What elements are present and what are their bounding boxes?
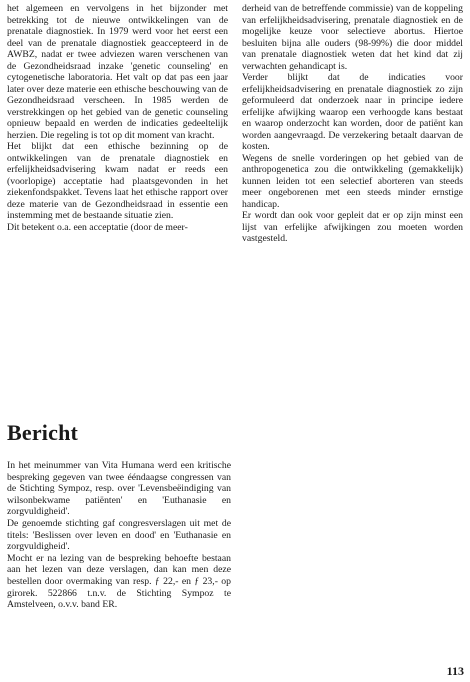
- right-text-column: [242, 3, 463, 245]
- section-heading: Bericht: [7, 420, 79, 445]
- paragraph: derheid van de betreffende commissie) van de koppeling van erfelijkheidsadvisering, prenatale diagnostiek en de mogelijke keuze voor selectieve abortus. Hiertoe besluiten bijna alle ouders (98-99%) die door middel van prenatale diagnostiek weten dat het kind dat zij verwachten gehandicapt is.: [242, 3, 463, 72]
- paragraph: De genoemde stichting gaf congresverslagen uit met de titels: 'Beslissen over leven en dood' en 'Euthanasie en zorgvuldigheid'.: [7, 517, 231, 553]
- paragraph: Verder blijkt dat de indicaties voor erfelijkheidsadvisering en prenatale diagnostiek zo zijn geformuleerd dat onderzoek naar in principe iedere erfelijke afwijking waarop een verhoogde kans bestaat en waarop onderzocht kan worden, door de patiënt kan worden aangevraagd. De verzekering betaalt daarvan de kosten.: [242, 72, 463, 152]
- paragraph: Wegens de snelle vorderingen op het gebied van de anthropogenetica zou die ontwikkeling (gemakkelijk) kunnen leiden tot een selectief aborteren van steeds meer ongeborenen met een steeds minder ernstige handicap.: [242, 152, 463, 210]
- page-number: 113: [446, 664, 464, 678]
- paragraph: Dit betekent o.a. een acceptatie (door de meer-: [7, 221, 188, 233]
- paragraph: Mocht er na lezing van de bespreking behoefte bestaan aan het lezen van deze verslagen, dan kan men deze bestellen door overmaking van resp. ƒ 22,- en ƒ 23,- op girorek. 522866 t.n.v. de Stichting Sympoz te Amstelveen, o.v.v. band ER.: [7, 552, 231, 611]
- bericht-section: [7, 460, 231, 611]
- paragraph: Er wordt dan ook voor gepleit dat er op zijn minst een lijst van erfelijke afwijkingen zou moeten worden vastgesteld.: [242, 210, 463, 244]
- paragraph: In het meinummer van Vita Humana werd een kritische bespreking gegeven van twee ééndaagse congressen van de Stichting Sympoz, resp. over 'Levensbeëindiging van wilsonbekwame patiënten' en 'Euthanasie en zorgvuldigheid'.: [7, 460, 231, 518]
- left-text-column: [7, 3, 228, 233]
- paragraph: Het blijkt dat een ethische bezinning op de ontwikkelingen van de prenatale diagnostiek en erfelijkheidsadvisering kwam nadat er reeds een (voorlopige) acceptatie had plaatsgevonden in het ziekenfondspakket. Tevens laat het ethische rapport over deze materie van de Gezondheidsraad in essentie een instemming met de bestaande situatie zien.: [7, 141, 228, 221]
- paragraph: het algemeen en vervolgens in het bijzonder met betrekking tot de nieuwe ontwikkelingen van de prenatale diagnostiek. In 1979 werd voor het eerst een deel van de prenatale diagnostiek geaccepteerd in de AWBZ, nadat er twee adviezen waren verschenen van de Gezondheidsraad inzake 'genetic counseling' en cytogenetische laboratoria. Het valt op dat pas een jaar later over deze materie een ethische beschouwing van de Gezondheidsraad verscheen. In 1985 werden de verstrekkingen op het gebied van de genetic counseling opnieuw bepaald en werden de indicaties gedeeltelijk herzien. Die regeling is tot op dit moment van kracht.: [7, 3, 228, 141]
